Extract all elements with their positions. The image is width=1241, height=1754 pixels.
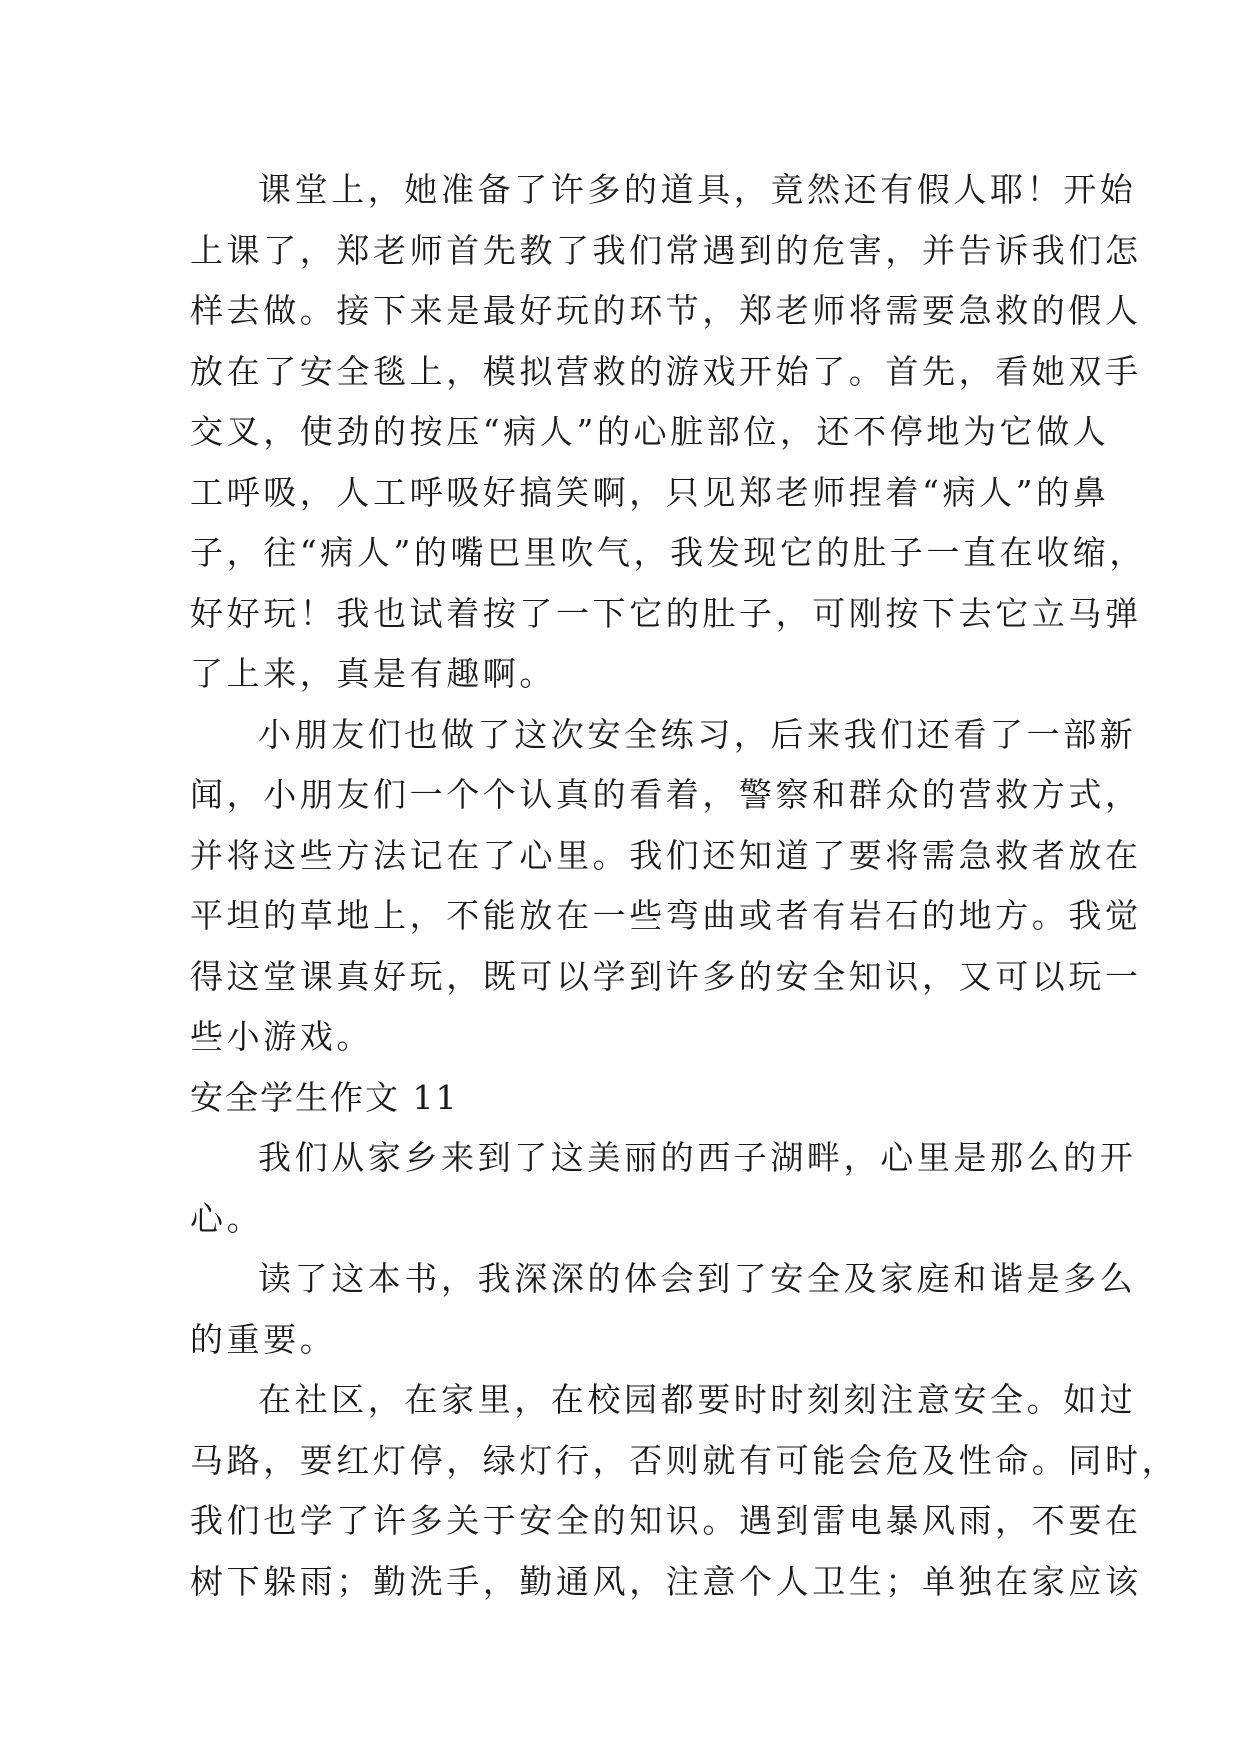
- paragraph-line: 得这堂课真好玩，既可以学到许多的安全知识，又可以玩一: [190, 956, 1142, 996]
- paragraph: [190, 1249, 1137, 1370]
- section-heading-text: 安全学生作文 11: [190, 1077, 459, 1117]
- paragraph-line: 子，往“病人”的嘴巴里吹气，我发现它的肚子一直在收缩，: [190, 533, 1146, 572]
- paragraph: [190, 1128, 1137, 1249]
- paragraph-line: 平坦的草地上，不能放在一些弯曲或者有岩石的地方。我觉: [190, 896, 1142, 935]
- paragraph-line: 树下躲雨；勤洗手，勤通风，注意个人卫生；单独在家应该: [190, 1561, 1142, 1601]
- paragraph-line: 闻，小朋友们一个个认真的看着，警察和群众的营救方式，: [190, 775, 1142, 814]
- paragraph-line: 交叉，使劲的按压“病人”的心脏部位，还不停地为它做人: [190, 412, 1110, 451]
- paragraph-line: 读了这本书，我深深的体会到了安全及家庭和谐是多么: [258, 1259, 1137, 1298]
- paragraph-line: 在社区，在家里，在校园都要时时刻刻注意安全。如过: [258, 1380, 1137, 1419]
- paragraph: [190, 160, 1146, 705]
- paragraph-line: 马路，要红灯停，绿灯行，否则就有可能会危及性命。同时，: [190, 1440, 1179, 1480]
- paragraph-line: 放在了安全毯上，模拟营救的游戏开始了。首先，看她双手: [190, 351, 1142, 391]
- paragraph-line: 并将这些方法记在了心里。我们还知道了要将需急救者放在: [190, 835, 1142, 875]
- paragraph-line: 样去做。接下来是最好玩的环节，郑老师将需要急救的假人: [190, 291, 1142, 330]
- paragraph-line: 的重要。: [190, 1319, 337, 1359]
- section-heading: [190, 1068, 1070, 1129]
- paragraph: [190, 705, 1142, 1068]
- paragraph-line: 课堂上，她准备了许多的道具，竟然还有假人耶！开始: [258, 170, 1137, 209]
- paragraph-line: 上课了，郑老师首先教了我们常遇到的危害，并告诉我们怎: [190, 230, 1142, 270]
- paragraph-line: 些小游戏。: [190, 1017, 373, 1056]
- paragraph-line: 心。: [190, 1198, 264, 1238]
- paragraph: [190, 1370, 1179, 1612]
- paragraph-line: 工呼吸，人工呼吸好搞笑啊，只见郑老师捏着“病人”的鼻: [190, 472, 1110, 512]
- document-body: [190, 160, 1179, 1612]
- paragraph-line: 小朋友们也做了这次安全练习，后来我们还看了一部新: [258, 714, 1137, 754]
- paragraph-line: 我们也学了许多关于安全的知识。遇到雷电暴风雨，不要在: [190, 1501, 1142, 1540]
- paragraph-line: 我们从家乡来到了这美丽的西子湖畔，心里是那么的开: [258, 1138, 1137, 1177]
- paragraph-line: 了上来，真是有趣啊。: [190, 654, 556, 693]
- paragraph-line: 好好玩！我也试着按了一下它的肚子，可刚按下去它立马弹: [190, 593, 1142, 633]
